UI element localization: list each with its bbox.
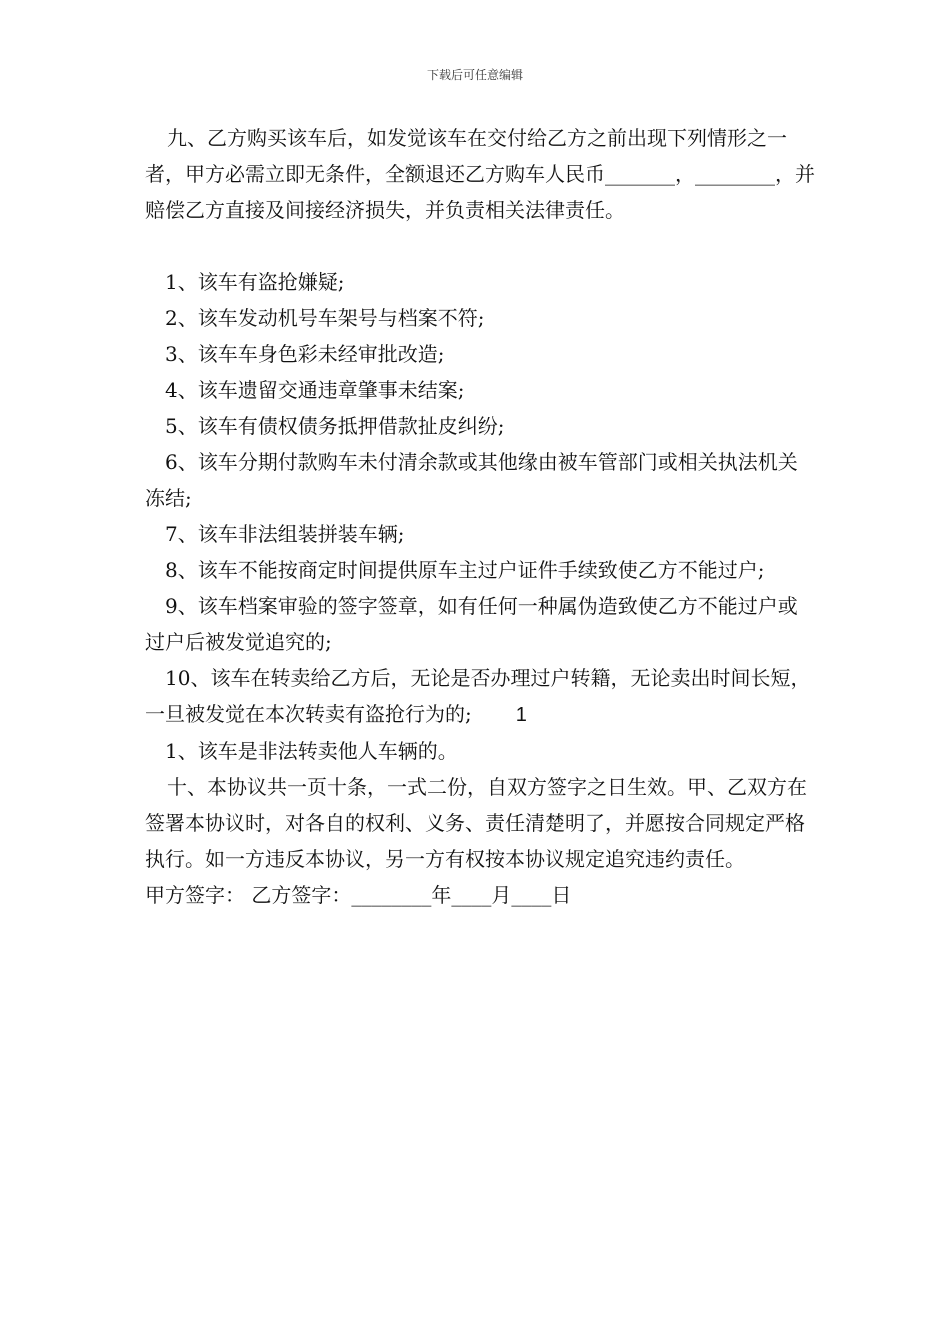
list-item-8: 8、该车不能按商定时间提供原车主过户证件手续致使乙方不能过户; <box>165 558 765 582</box>
list-item-10 <box>145 660 815 733</box>
list-item-3: 3、该车车身色彩未经审批改造; <box>165 342 445 366</box>
paragraph-gap <box>145 228 815 264</box>
list-item-2: 2、该车发动机号车架号与档案不符; <box>165 306 485 330</box>
list-item-7: 7、该车非法组装拼装车辆; <box>165 522 405 546</box>
clause-10 <box>145 769 815 913</box>
list-item-5: 5、该车有债权债务抵押借款扯皮纠纷; <box>165 414 505 438</box>
list-item-6: 6、该车分期付款购车未付清余款或其他缘由被车管部门或相关执法机关冻结; <box>145 450 798 510</box>
list-item-10-text: 10、该车在转卖给乙方后，无论是否办理过户转籍，无论卖出时间长短，一旦被发觉在本次转卖有盗抢行为的; <box>145 666 811 726</box>
page-number: 1 <box>515 704 527 726</box>
list-item-11: 1、该车是非法转卖他人车辆的。 <box>165 739 458 763</box>
document-body <box>145 120 815 913</box>
page-header: 下载后可任意编辑 <box>426 68 523 82</box>
signature-line: 甲方签字： 乙方签字：________年____月____日 <box>145 883 572 907</box>
clause-10-text: 十、本协议共一页十条，一式二份，自双方签字之日生效。甲、乙双方在签署本协议时，对各自的权利、义务、责任清楚明了，并愿按合同规定严格执行。如一方违反本协议，另一方有权按本协议规定追究违约责任。 <box>145 775 807 871</box>
list-item-1: 1、该车有盗抢嫌疑; <box>165 270 345 294</box>
list-item-9: 9、该车档案审验的签字签章，如有任何一种属伪造致使乙方不能过户或过户后被发觉追究的; <box>145 594 798 654</box>
list-item-4: 4、该车遗留交通违章肇事未结案; <box>165 378 465 402</box>
clause-9: 九、乙方购买该车后，如发觉该车在交付给乙方之前出现下列情形之一者，甲方必需立即无条件，全额退还乙方购车人民币_______，________，并赔偿乙方直接及间接经济损失，并负责相关法律责任。 <box>145 126 815 222</box>
